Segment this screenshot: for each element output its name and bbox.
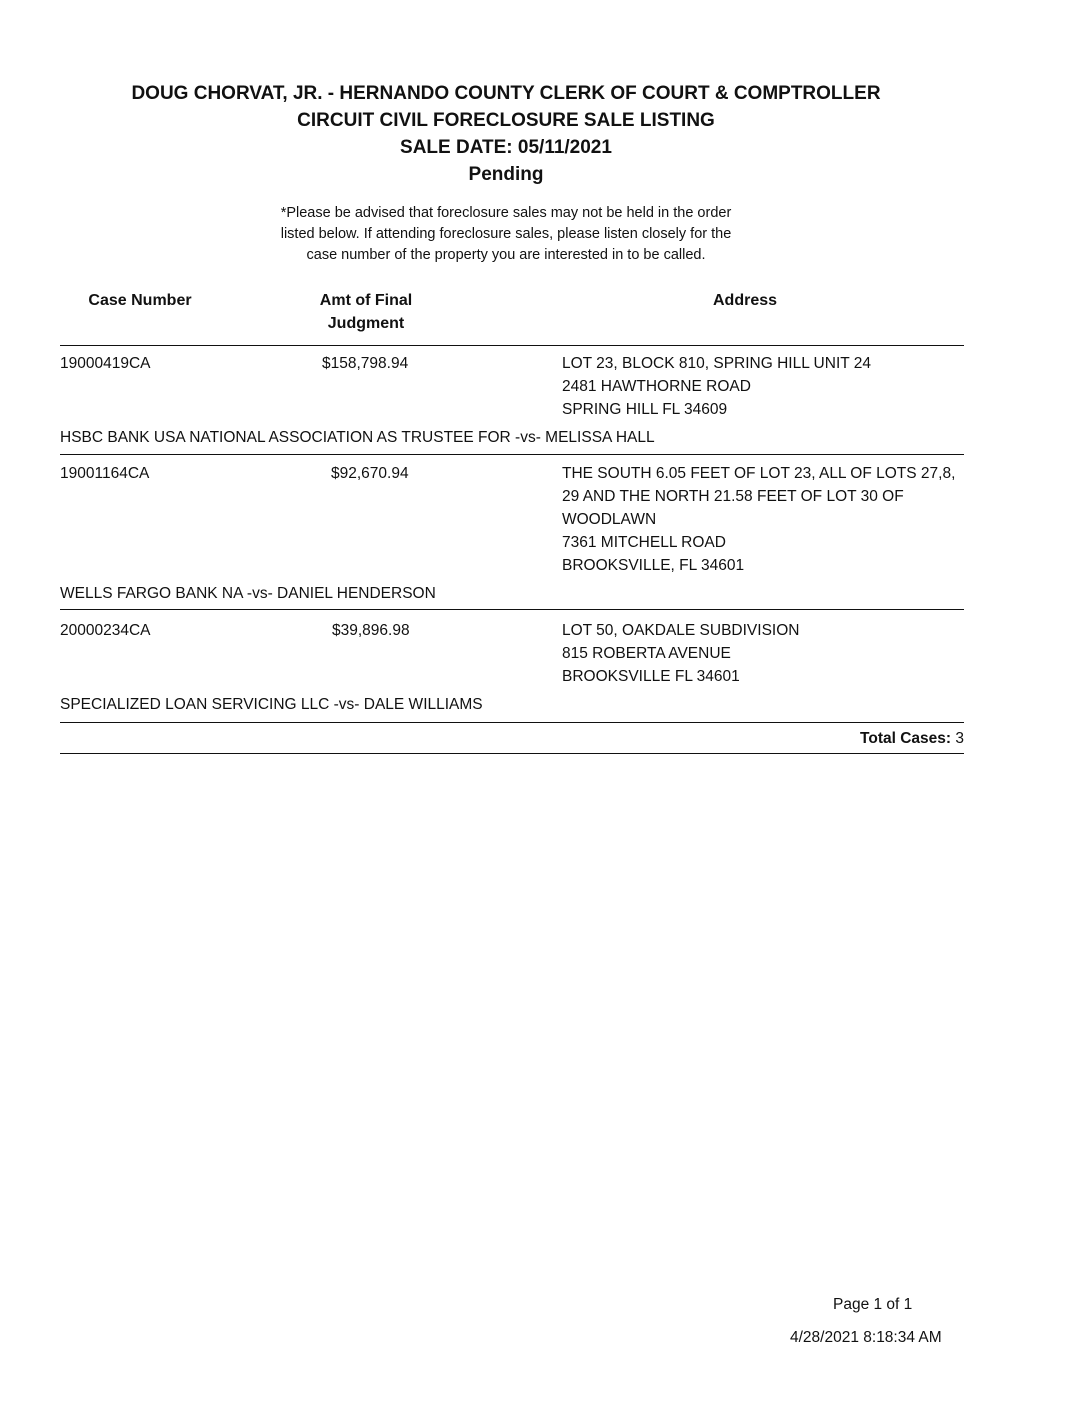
document-header [0,80,1012,188]
address-line: 7361 MITCHELL ROAD [562,534,726,551]
notice-line: case number of the property you are interested in to be called. [306,247,706,263]
address-line: 2481 HAWTHORNE ROAD [562,378,751,395]
judgment-amount: $92,670.94 [331,465,409,482]
address-line: THE SOUTH 6.05 FEET OF LOT 23, ALL OF LOTS 27,8, [562,465,956,482]
address-line: LOT 23, BLOCK 810, SPRING HILL UNIT 24 [562,355,871,372]
sale-date: SALE DATE: 05/11/2021 [400,137,612,158]
clerk-title: DOUG CHORVAT, JR. - HERNANDO COUNTY CLERK OF COURT & COMPTROLLER [131,83,881,104]
notice-line: *Please be advised that foreclosure sales may not be held in the order [280,205,732,221]
judgment-amount: $39,896.98 [332,622,410,639]
address-line: SPRING HILL FL 34609 [562,401,728,418]
status-label: Pending [468,164,544,185]
case-parties: SPECIALIZED LOAN SERVICING LLC -vs- DALE WILLIAMS [60,696,483,713]
row-rule [60,454,964,455]
property-address [562,352,871,421]
row-rule [60,609,964,610]
address-line: BROOKSVILLE FL 34601 [562,668,740,685]
total-cases-value: 3 [955,730,964,747]
case-number: 20000234CA [60,622,151,639]
listing-title: CIRCUIT CIVIL FORECLOSURE SALE LISTING [297,110,715,131]
property-address [562,462,955,577]
row-rule [60,722,964,723]
column-header-amount [286,289,446,335]
address-line: WOODLAWN [562,511,657,528]
address-line: LOT 50, OAKDALE SUBDIVISION [562,622,800,639]
total-rule [60,753,964,754]
column-header-case-number: Case Number [88,292,192,309]
page-number: Page 1 of 1 [833,1296,913,1313]
total-cases [860,730,964,748]
print-timestamp: 4/28/2021 8:18:34 AM [790,1329,942,1346]
total-cases-label: Total Cases: [860,730,952,747]
address-line: BROOKSVILLE, FL 34601 [562,557,745,574]
case-number: 19001164CA [60,465,150,482]
case-parties: HSBC BANK USA NATIONAL ASSOCIATION AS TRUSTEE FOR -vs- MELISSA HALL [60,429,655,446]
column-header-amount-line: Judgment [327,315,405,332]
case-number: 19000419CA [60,355,151,372]
case-parties: WELLS FARGO BANK NA -vs- DANIEL HENDERSON [60,585,436,602]
header-rule [60,345,964,346]
notice-line: listed below. If attending foreclosure sales, please listen closely for the [280,226,732,242]
address-line: 29 AND THE NORTH 21.58 FEET OF LOT 30 OF [562,488,904,505]
column-header-address: Address [712,292,778,309]
address-line: 815 ROBERTA AVENUE [562,645,731,662]
judgment-amount: $158,798.94 [322,355,409,372]
property-address [562,619,799,688]
sale-notice [0,203,1012,266]
column-header-amount-line: Amt of Final [319,292,413,309]
